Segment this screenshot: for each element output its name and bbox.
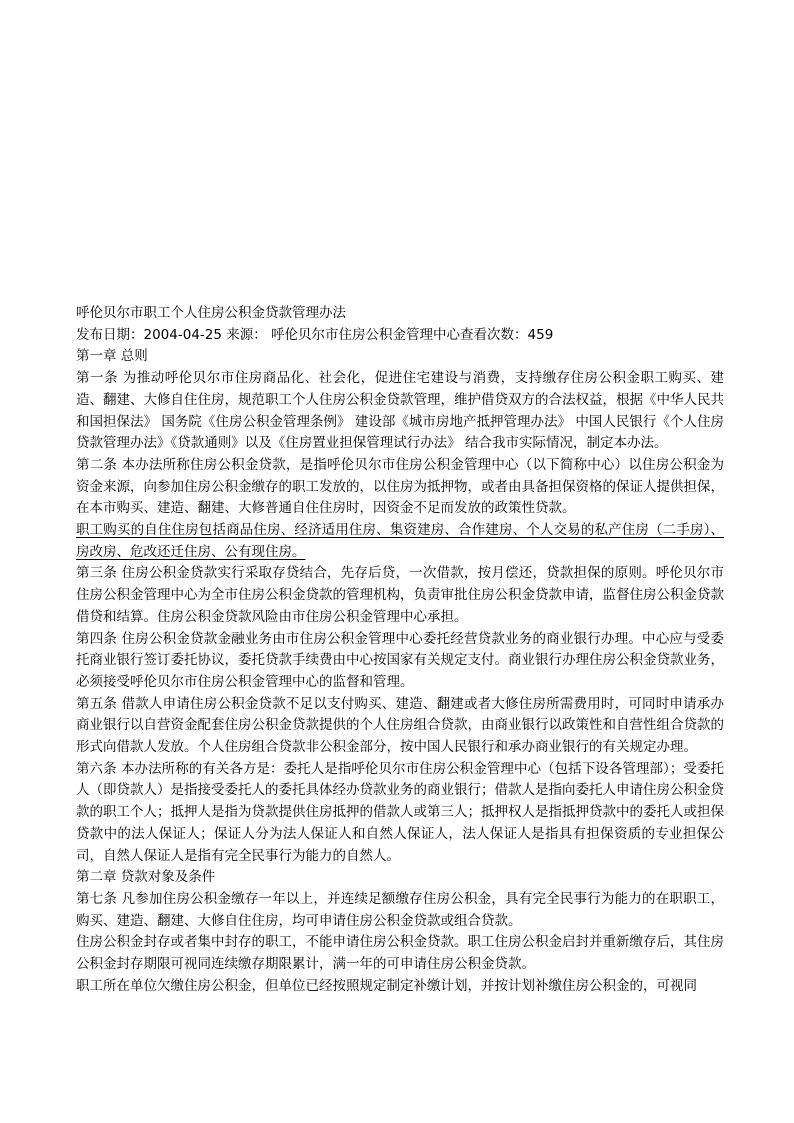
chapter-heading-1: 第一章 总则 xyxy=(76,348,148,365)
document-body xyxy=(76,303,724,998)
article-7-paragraph-2: 住房公积金封存或者集中封存的职工，不能申请住房公积金贷款。职工住房公积金启封并重新缴存后，其住房公积金封存期限可视同连续缴存期限累计，满一年的可申请住房公积金贷款。 xyxy=(76,934,724,973)
article-5: 第五条 借款人申请住房公积金贷款不足以支付购买、建造、翻建或者大修住房所需费用时，可同时申请承办商业银行以自营资金配套住房公积金贷款提供的个人住房组合贷款，由商业银行以政策性和自营性组合贷款的形式向借款人发放。个人住房组合贷款非公积金部分，按中国人民银行和承办商业银行的有关规定办理。 xyxy=(76,695,724,756)
article-4: 第四条 住房公积金贷款金融业务由市住房公积金管理中心委托经营贷款业务的商业银行办理。中心应与受委托商业银行签订委托协议，委托贷款手续费由中心按国家有关规定支付。商业银行办理住房公积金贷款业务，必须接受呼伦贝尔市住房公积金管理中心的监督和管理。 xyxy=(76,630,724,690)
article-1: 第一条 为推动呼伦贝尔市住房商品化、社会化，促进住宅建设与消费，支持缴存住房公积金职工购买、建造、翻建、大修自住住房，规范职工个人住房公积金贷款管理，维护借贷双方的合法权益，根据《中华人民共和国担保法》 国务院《住房公积金管理条例》 建设部《城市房地产抵押管理办法》 中国人民银行《个人住房贷款管理办法》《贷款通则》以及《住房置业担保管理试行办法》 结合我市实际情况，制定本办法。 xyxy=(76,370,724,452)
article-2: 第二条 本办法所称住房公积金贷款，是指呼伦贝尔市住房公积金管理中心（以下简称中心）以住房公积金为资金来源，向参加住房公积金缴存的职工发放的，以住房为抵押物，或者由具备担保资格的保证人提供担保，在本市购买、建造、翻建、大修普通自住住房时，因资金不足而发放的政策性贷款。 xyxy=(76,456,724,517)
article-3: 第三条 住房公积金贷款实行采取存贷结合，先存后贷，一次借款，按月偿还，贷款担保的原则。呼伦贝尔市住房公积金管理中心为全市住房公积金贷款的管理机构，负责审批住房公积金贷款申请，监督住房公积金贷款借贷和结算。住房公积金贷款风险由市住房公积金管理中心承担。 xyxy=(76,565,724,625)
chapter-heading-2: 第二章 贷款对象及条件 xyxy=(76,869,216,886)
article-2-housing-types: 职工购买的自住住房包括商品住房、经济适用住房、集资建房、合作建房、个人交易的私产住房（二手房）、房改房、危改还迁住房、公有现住房。 xyxy=(76,522,724,560)
document-title: 呼伦贝尔市职工个人住房公积金贷款管理办法 xyxy=(76,305,346,321)
article-7: 第七条 凡参加住房公积金缴存一年以上，并连续足额缴存住房公积金，具有完全民事行为能力的在职职工，购买、建造、翻建、大修自住住房，均可申请住房公积金贷款或组合贷款。 xyxy=(76,890,724,929)
article-7-paragraph-3: 职工所在单位欠缴住房公积金，但单位已经按照规定制定补缴计划，并按计划补缴住房公积金的，可视同 xyxy=(76,977,697,994)
article-6: 第六条 本办法所称的有关各方是：委托人是指呼伦贝尔市住房公积金管理中心（包括下设各管理部）；受委托人（即贷款人）是指接受委托人的委托具体经办贷款业务的商业银行；借款人是指向委托人申请住房公积金贷款的职工个人；抵押人是指为贷款提供住房抵押的借款人或第三人；抵押权人是指抵押贷款中的委托人或担保贷款中的法人保证人；保证人分为法人保证人和自然人保证人，法人保证人是指具有担保资质的专业担保公司，自然人保证人是指有完全民事行为能力的自然人。 xyxy=(76,760,724,864)
publish-meta: 发布日期：2004-04-25 来源： 呼伦贝尔市住房公积金管理中心查看次数：459 xyxy=(76,326,554,343)
